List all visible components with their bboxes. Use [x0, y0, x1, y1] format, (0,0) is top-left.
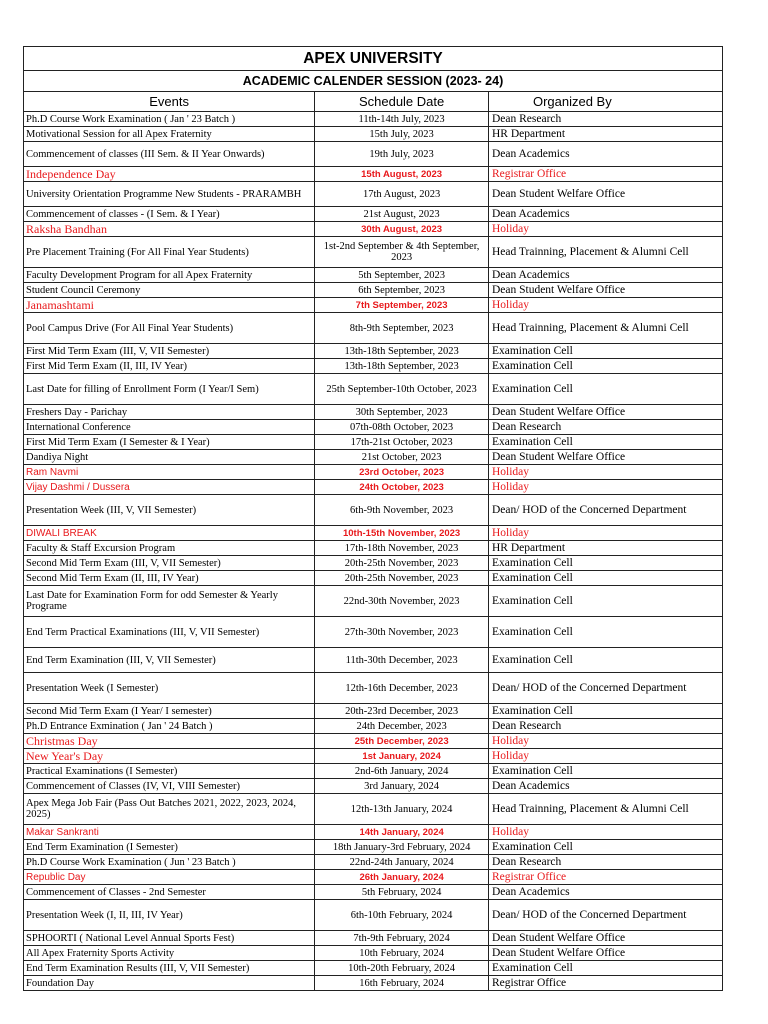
- schedule-date-cell: 15th July, 2023: [315, 127, 489, 142]
- table-row: [24, 571, 723, 586]
- table-row: [24, 374, 723, 405]
- schedule-date-cell: 21st October, 2023: [315, 450, 489, 465]
- column-header-organized-by: Organized By: [488, 92, 722, 112]
- schedule-date-cell: 22nd-30th November, 2023: [315, 586, 489, 617]
- event-cell: Presentation Week (III, V, VII Semester): [24, 495, 315, 526]
- event-cell: Student Council Ceremony: [24, 283, 315, 298]
- organized-by-cell: Dean Research: [488, 855, 722, 870]
- schedule-date-cell: 15th August, 2023: [315, 167, 489, 182]
- schedule-date-cell: 30th August, 2023: [315, 222, 489, 237]
- schedule-date-cell: 2nd-6th January, 2024: [315, 764, 489, 779]
- table-row: [24, 946, 723, 961]
- schedule-date-cell: 22nd-24th January, 2024: [315, 855, 489, 870]
- event-cell: Commencement of classes - (I Sem. & I Year): [24, 207, 315, 222]
- table-row: [24, 673, 723, 704]
- table-row: [24, 734, 723, 749]
- organized-by-cell: Dean/ HOD of the Concerned Department: [488, 673, 722, 704]
- event-cell: Last Date for filling of Enrollment Form (I Year/I Sem): [24, 374, 315, 405]
- table-row: [24, 405, 723, 420]
- table-row: [24, 268, 723, 283]
- organized-by-cell: Holiday: [488, 526, 722, 541]
- event-cell: End Term Examination Results (III, V, VII Semester): [24, 961, 315, 976]
- event-cell: First Mid Term Exam (I Semester & I Year): [24, 435, 315, 450]
- table-row: [24, 749, 723, 764]
- organized-by-cell: Examination Cell: [488, 704, 722, 719]
- table-row: [24, 931, 723, 946]
- organized-by-cell: Holiday: [488, 298, 722, 313]
- table-row: [24, 541, 723, 556]
- organized-by-cell: Dean Student Welfare Office: [488, 450, 722, 465]
- organized-by-cell: Examination Cell: [488, 764, 722, 779]
- event-cell: Dandiya Night: [24, 450, 315, 465]
- schedule-date-cell: 5th February, 2024: [315, 885, 489, 900]
- table-row: [24, 420, 723, 435]
- table-row: [24, 556, 723, 571]
- table-row: [24, 465, 723, 480]
- event-cell: Independence Day: [24, 167, 315, 182]
- organized-by-cell: Holiday: [488, 222, 722, 237]
- schedule-date-cell: 20th-25th November, 2023: [315, 571, 489, 586]
- column-header-events: Events: [24, 92, 315, 112]
- schedule-date-cell: 17th-21st October, 2023: [315, 435, 489, 450]
- table-row: [24, 870, 723, 885]
- table-row: [24, 779, 723, 794]
- table-row: [24, 764, 723, 779]
- event-cell: University Orientation Programme New Students - PRARAMBH: [24, 182, 315, 207]
- event-cell: Pre Placement Training (For All Final Year Students): [24, 237, 315, 268]
- calendar-body: [24, 112, 723, 991]
- organized-by-cell: Dean Student Welfare Office: [488, 946, 722, 961]
- event-cell: Ph.D Course Work Examination ( Jun ' 23 Batch ): [24, 855, 315, 870]
- organized-by-cell: Head Trainning, Placement & Alumni Cell: [488, 313, 722, 344]
- organized-by-cell: Head Trainning, Placement & Alumni Cell: [488, 794, 722, 825]
- table-row: [24, 495, 723, 526]
- table-row: [24, 359, 723, 374]
- table-row: [24, 207, 723, 222]
- organized-by-cell: HR Department: [488, 541, 722, 556]
- organized-by-cell: Holiday: [488, 480, 722, 495]
- event-cell: New Year's Day: [24, 749, 315, 764]
- schedule-date-cell: 6th September, 2023: [315, 283, 489, 298]
- organized-by-cell: Holiday: [488, 825, 722, 840]
- event-cell: Faculty & Staff Excursion Program: [24, 541, 315, 556]
- table-row: [24, 900, 723, 931]
- calendar-subtitle: ACADEMIC CALENDER SESSION (2023- 24): [24, 71, 723, 92]
- organized-by-cell: Registrar Office: [488, 870, 722, 885]
- table-row: [24, 182, 723, 207]
- schedule-date-cell: 10th February, 2024: [315, 946, 489, 961]
- event-cell: Commencement of Classes - 2nd Semester: [24, 885, 315, 900]
- organized-by-cell: Examination Cell: [488, 648, 722, 673]
- event-cell: Faculty Development Program for all Apex Fraternity: [24, 268, 315, 283]
- organized-by-cell: Dean/ HOD of the Concerned Department: [488, 495, 722, 526]
- column-header-schedule-date: Schedule Date: [315, 92, 489, 112]
- event-cell: First Mid Term Exam (II, III, IV Year): [24, 359, 315, 374]
- organized-by-cell: Dean Academics: [488, 142, 722, 167]
- schedule-date-cell: 26th January, 2024: [315, 870, 489, 885]
- organized-by-cell: Examination Cell: [488, 374, 722, 405]
- schedule-date-cell: 21st August, 2023: [315, 207, 489, 222]
- event-cell: Republic Day: [24, 870, 315, 885]
- table-row: [24, 435, 723, 450]
- event-cell: Last Date for Examination Form for odd Semester & Yearly Programe: [24, 586, 315, 617]
- event-cell: SPHOORTI ( National Level Annual Sports Fest): [24, 931, 315, 946]
- schedule-date-cell: 20th-25th November, 2023: [315, 556, 489, 571]
- organized-by-cell: Examination Cell: [488, 961, 722, 976]
- schedule-date-cell: 14th January, 2024: [315, 825, 489, 840]
- schedule-date-cell: 13th-18th September, 2023: [315, 359, 489, 374]
- organized-by-cell: Examination Cell: [488, 571, 722, 586]
- event-cell: DIWALI BREAK: [24, 526, 315, 541]
- table-row: [24, 112, 723, 127]
- organized-by-cell: Examination Cell: [488, 586, 722, 617]
- schedule-date-cell: 11th-14th July, 2023: [315, 112, 489, 127]
- schedule-date-cell: 3rd January, 2024: [315, 779, 489, 794]
- event-cell: First Mid Term Exam (III, V, VII Semester): [24, 344, 315, 359]
- schedule-date-cell: 12th-13th January, 2024: [315, 794, 489, 825]
- table-row: [24, 617, 723, 648]
- schedule-date-cell: 16th February, 2024: [315, 976, 489, 991]
- organized-by-cell: HR Department: [488, 127, 722, 142]
- schedule-date-cell: 12th-16th December, 2023: [315, 673, 489, 704]
- event-cell: Foundation Day: [24, 976, 315, 991]
- schedule-date-cell: 25th September-10th October, 2023: [315, 374, 489, 405]
- organized-by-cell: Examination Cell: [488, 556, 722, 571]
- organized-by-cell: Dean Research: [488, 719, 722, 734]
- event-cell: Ram Navmi: [24, 465, 315, 480]
- organized-by-cell: Registrar Office: [488, 167, 722, 182]
- event-cell: Freshers Day - Parichay: [24, 405, 315, 420]
- schedule-date-cell: 6th-9th November, 2023: [315, 495, 489, 526]
- schedule-date-cell: 11th-30th December, 2023: [315, 648, 489, 673]
- organized-by-cell: Examination Cell: [488, 344, 722, 359]
- schedule-date-cell: 19th July, 2023: [315, 142, 489, 167]
- schedule-date-cell: 10th-15th November, 2023: [315, 526, 489, 541]
- organized-by-cell: Dean Academics: [488, 207, 722, 222]
- schedule-date-cell: 24th December, 2023: [315, 719, 489, 734]
- schedule-date-cell: 1st January, 2024: [315, 749, 489, 764]
- organized-by-cell: Dean Student Welfare Office: [488, 283, 722, 298]
- event-cell: End Term Practical Examinations (III, V, VII Semester): [24, 617, 315, 648]
- organized-by-cell: Dean Student Welfare Office: [488, 182, 722, 207]
- organized-by-cell: Dean/ HOD of the Concerned Department: [488, 900, 722, 931]
- organized-by-cell: Holiday: [488, 734, 722, 749]
- event-cell: Vijay Dashmi / Dussera: [24, 480, 315, 495]
- table-row: [24, 283, 723, 298]
- table-row: [24, 855, 723, 870]
- event-cell: Commencement of Classes (IV, VI, VIII Semester): [24, 779, 315, 794]
- table-row: [24, 344, 723, 359]
- organized-by-cell: Dean Student Welfare Office: [488, 405, 722, 420]
- schedule-date-cell: 18th January-3rd February, 2024: [315, 840, 489, 855]
- table-row: [24, 313, 723, 344]
- event-cell: Janamashtami: [24, 298, 315, 313]
- table-row: [24, 885, 723, 900]
- schedule-date-cell: 10th-20th February, 2024: [315, 961, 489, 976]
- schedule-date-cell: 30th September, 2023: [315, 405, 489, 420]
- table-row: [24, 961, 723, 976]
- organized-by-cell: Holiday: [488, 465, 722, 480]
- table-row: [24, 648, 723, 673]
- event-cell: Ph.D Course Work Examination ( Jan ' 23 Batch ): [24, 112, 315, 127]
- table-row: [24, 298, 723, 313]
- schedule-date-cell: 7th September, 2023: [315, 298, 489, 313]
- schedule-date-cell: 17th August, 2023: [315, 182, 489, 207]
- organized-by-cell: Examination Cell: [488, 435, 722, 450]
- event-cell: Second Mid Term Exam (II, III, IV Year): [24, 571, 315, 586]
- table-row: [24, 167, 723, 182]
- schedule-date-cell: 23rd October, 2023: [315, 465, 489, 480]
- organized-by-cell: Dean Research: [488, 112, 722, 127]
- organized-by-cell: Examination Cell: [488, 617, 722, 648]
- table-row: [24, 222, 723, 237]
- table-row: [24, 480, 723, 495]
- schedule-date-cell: 27th-30th November, 2023: [315, 617, 489, 648]
- schedule-date-cell: 8th-9th September, 2023: [315, 313, 489, 344]
- event-cell: Ph.D Entrance Exmination ( Jan ' 24 Batch ): [24, 719, 315, 734]
- organized-by-cell: Head Trainning, Placement & Alumni Cell: [488, 237, 722, 268]
- event-cell: Presentation Week (I Semester): [24, 673, 315, 704]
- organized-by-cell: Dean Academics: [488, 779, 722, 794]
- table-row: [24, 450, 723, 465]
- event-cell: All Apex Fraternity Sports Activity: [24, 946, 315, 961]
- table-row: [24, 794, 723, 825]
- organized-by-cell: Holiday: [488, 749, 722, 764]
- table-row: [24, 825, 723, 840]
- event-cell: Makar Sankranti: [24, 825, 315, 840]
- table-row: [24, 127, 723, 142]
- event-cell: Motivational Session for all Apex Fraternity: [24, 127, 315, 142]
- table-row: [24, 719, 723, 734]
- organized-by-cell: Dean Research: [488, 420, 722, 435]
- event-cell: Christmas Day: [24, 734, 315, 749]
- schedule-date-cell: 07th-08th October, 2023: [315, 420, 489, 435]
- table-row: [24, 840, 723, 855]
- event-cell: Commencement of classes (III Sem. & II Year Onwards): [24, 142, 315, 167]
- organized-by-cell: Examination Cell: [488, 359, 722, 374]
- event-cell: Second Mid Term Exam (III, V, VII Semester): [24, 556, 315, 571]
- organized-by-cell: Examination Cell: [488, 840, 722, 855]
- table-row: [24, 526, 723, 541]
- event-cell: Pool Campus Drive (For All Final Year Students): [24, 313, 315, 344]
- schedule-date-cell: 7th-9th February, 2024: [315, 931, 489, 946]
- schedule-date-cell: 20th-23rd December, 2023: [315, 704, 489, 719]
- schedule-date-cell: 5th September, 2023: [315, 268, 489, 283]
- schedule-date-cell: 25th December, 2023: [315, 734, 489, 749]
- organized-by-cell: Dean Student Welfare Office: [488, 931, 722, 946]
- university-title: APEX UNIVERSITY: [24, 47, 723, 71]
- event-cell: Apex Mega Job Fair (Pass Out Batches 2021, 2022, 2023, 2024, 2025): [24, 794, 315, 825]
- event-cell: Practical Examinations (I Semester): [24, 764, 315, 779]
- table-row: [24, 976, 723, 991]
- organized-by-cell: Registrar Office: [488, 976, 722, 991]
- schedule-date-cell: 17th-18th November, 2023: [315, 541, 489, 556]
- organized-by-cell: Dean Academics: [488, 885, 722, 900]
- schedule-date-cell: 13th-18th September, 2023: [315, 344, 489, 359]
- event-cell: Second Mid Term Exam (I Year/ I semester): [24, 704, 315, 719]
- schedule-date-cell: 24th October, 2023: [315, 480, 489, 495]
- event-cell: Presentation Week (I, II, III, IV Year): [24, 900, 315, 931]
- schedule-date-cell: 1st-2nd September & 4th September, 2023: [315, 237, 489, 268]
- event-cell: End Term Examination (III, V, VII Semester): [24, 648, 315, 673]
- table-row: [24, 142, 723, 167]
- table-row: [24, 237, 723, 268]
- academic-calendar-table: [23, 46, 723, 991]
- event-cell: End Term Examination (I Semester): [24, 840, 315, 855]
- table-row: [24, 586, 723, 617]
- event-cell: Raksha Bandhan: [24, 222, 315, 237]
- schedule-date-cell: 6th-10th February, 2024: [315, 900, 489, 931]
- table-row: [24, 704, 723, 719]
- organized-by-cell: Dean Academics: [488, 268, 722, 283]
- event-cell: International Conference: [24, 420, 315, 435]
